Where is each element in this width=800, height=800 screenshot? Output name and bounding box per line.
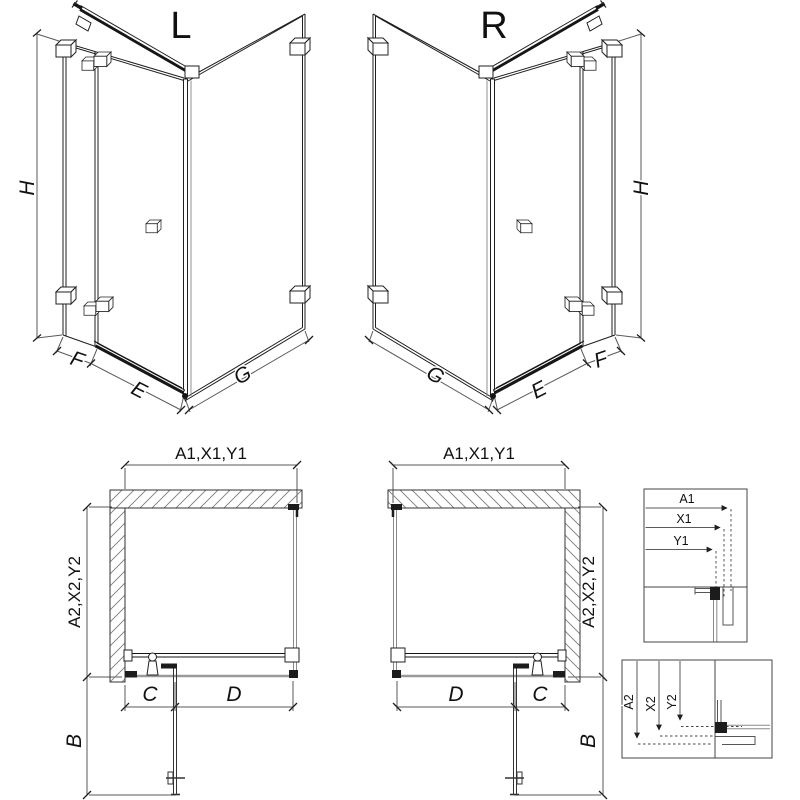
iso-left-fixed-dim: F <box>67 346 87 373</box>
iso-right-fixed-dim: F <box>591 346 611 373</box>
plan-left-width-dim: A1,X1,Y1 <box>175 444 247 463</box>
iso-left-height-dim: H <box>16 180 39 196</box>
plan-left-depth-dim: A2,X2,Y2 <box>65 556 84 628</box>
detail-depth-x2-label: X2 <box>644 696 658 712</box>
plan-left-door-dim: D <box>226 683 242 706</box>
plan-right-width-dim: A1,X1,Y1 <box>443 444 515 463</box>
detail-depth-y2-label: Y2 <box>665 694 679 710</box>
detail-width-a1-label: A1 <box>679 492 695 506</box>
plan-view-left-lines <box>83 461 302 799</box>
detail-depth-a2-label: A2 <box>622 694 636 710</box>
iso-right-door-dim: E <box>527 376 551 404</box>
plan-left-fixed-dim: C <box>142 683 158 706</box>
detail-box-width <box>644 489 747 642</box>
plan-right-depth-dim: A2,X2,Y2 <box>579 556 598 628</box>
iso-left-title: L <box>170 5 192 47</box>
plan-left-swing-dim: B <box>63 733 86 749</box>
iso-right-title: R <box>480 5 508 47</box>
plan-right-door-dim: D <box>448 683 464 706</box>
plan-view-right-lines <box>388 461 607 799</box>
iso-right-side-dim: G <box>422 361 449 390</box>
plan-right-swing-dim: B <box>577 733 600 749</box>
detail-width-x1-label: X1 <box>676 512 692 526</box>
plan-right-fixed-dim: C <box>532 683 548 706</box>
detail-width-y1-label: Y1 <box>673 534 689 548</box>
iso-left-side-dim: G <box>229 361 256 390</box>
iso-left-door-dim: E <box>127 376 151 404</box>
iso-right-height-dim: H <box>630 180 653 196</box>
